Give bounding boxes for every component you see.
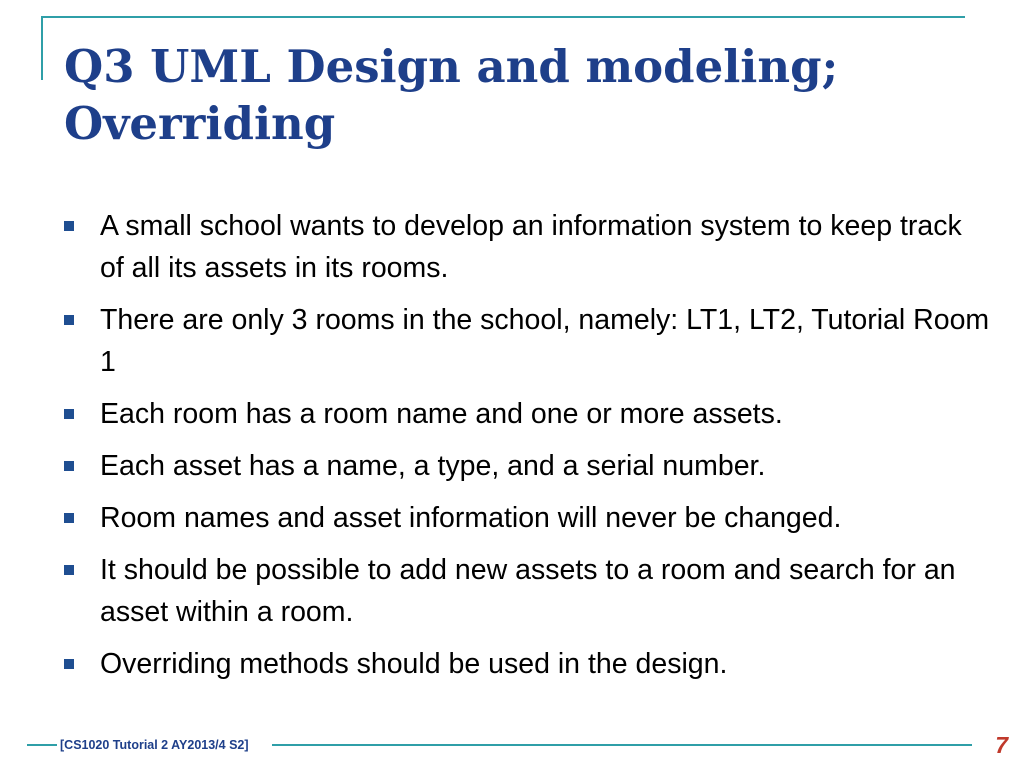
bullet-list xyxy=(62,205,992,695)
title-line-2: Overriding xyxy=(64,97,336,150)
top-rule xyxy=(41,16,965,18)
footer-rule-right xyxy=(272,744,972,746)
footer-rule-left xyxy=(27,744,57,746)
square-bullet-icon xyxy=(64,659,74,669)
bullet-item xyxy=(62,205,992,289)
bullet-text: A small school wants to develop an information system to keep track of all its assets in its rooms. xyxy=(100,210,962,284)
square-bullet-icon xyxy=(64,221,74,231)
bullet-text: Each asset has a name, a type, and a serial number. xyxy=(100,450,766,482)
slide-title xyxy=(64,38,964,152)
square-bullet-icon xyxy=(64,461,74,471)
bullet-text: Room names and asset information will never be changed. xyxy=(100,502,842,534)
square-bullet-icon xyxy=(64,565,74,575)
bullet-item xyxy=(62,445,992,487)
bullet-item xyxy=(62,299,992,383)
bullet-item xyxy=(62,393,992,435)
bullet-text: Overriding methods should be used in the design. xyxy=(100,648,728,680)
bullet-text: There are only 3 rooms in the school, namely: LT1, LT2, Tutorial Room 1 xyxy=(100,304,990,378)
left-rule xyxy=(41,16,43,80)
bullet-text: Each room has a room name and one or more assets. xyxy=(100,398,783,430)
bullet-item xyxy=(62,643,992,685)
bullet-text: It should be possible to add new assets to a room and search for an asset within a room. xyxy=(100,554,956,628)
bullet-item xyxy=(62,497,992,539)
square-bullet-icon xyxy=(64,315,74,325)
page-number: 7 xyxy=(995,732,1008,758)
title-line-1: Q3 UML Design and modeling; xyxy=(64,40,839,93)
footer-course-label: [CS1020 Tutorial 2 AY2013/4 S2] xyxy=(60,738,249,752)
square-bullet-icon xyxy=(64,409,74,419)
square-bullet-icon xyxy=(64,513,74,523)
bullet-item xyxy=(62,549,992,633)
